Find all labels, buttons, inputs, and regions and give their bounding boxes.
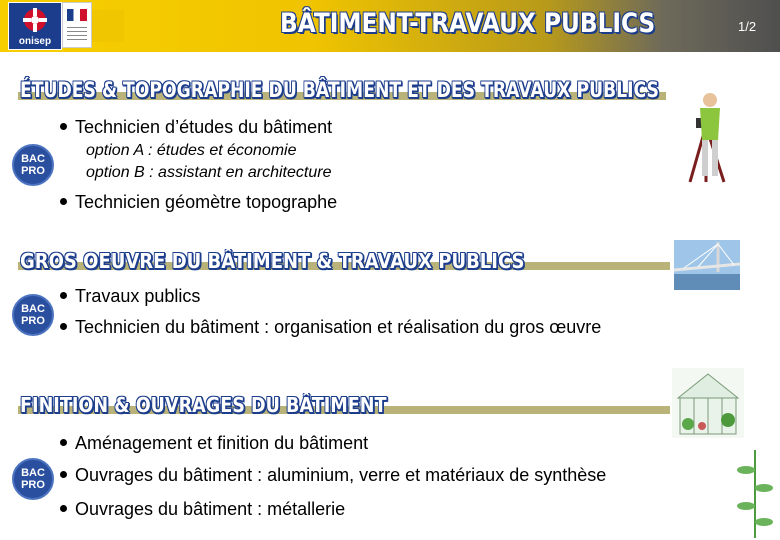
bullet-icon <box>60 323 67 330</box>
plant-illustration <box>732 440 778 538</box>
bullet-icon <box>60 471 67 478</box>
ministry-logo <box>62 2 92 48</box>
greenhouse-illustration <box>672 368 744 438</box>
onisep-logo-icon <box>21 7 49 33</box>
bac-pro-badge: BAC PRO <box>12 294 54 336</box>
page-number: 1/2 <box>738 19 757 34</box>
page-header <box>0 0 780 52</box>
section-title-gros-oeuvre: GROS OEUVRE DU BÂTIMENT & TRAVAUX PUBLICS <box>20 249 525 273</box>
list-item: Ouvrages du bâtiment : métallerie <box>60 499 345 520</box>
bullet-icon <box>60 505 67 512</box>
section-title-finition: FINITION & OUVRAGES DU BÂTIMENT <box>20 393 387 417</box>
bullet-icon <box>60 439 67 446</box>
surveyor-illustration <box>670 88 742 184</box>
list-item: Technicien géomètre topographe <box>60 192 337 213</box>
bullet-icon <box>60 198 67 205</box>
list-subitem: option B : assistant en architecture <box>86 164 332 181</box>
list-item: Travaux publics <box>60 286 200 307</box>
page-title: BÂTIMENT-TRAVAUX PUBLICS <box>280 8 656 39</box>
list-item: Ouvrages du bâtiment : aluminium, verre et matériaux de synthèse <box>60 465 606 486</box>
list-item: Aménagement et finition du bâtiment <box>60 433 368 454</box>
bac-pro-badge: BAC PRO <box>12 144 54 186</box>
onisep-logo <box>8 2 62 50</box>
logo-text: onisep <box>18 36 52 47</box>
bullet-icon <box>60 292 67 299</box>
section-title-etudes: ÉTUDES & TOPOGRAPHIE DU BÂTIMENT ET DES TRAVAUX PUBLICS <box>20 78 659 102</box>
list-subitem: option A : études et économie <box>86 142 297 159</box>
header-accent <box>92 10 124 42</box>
flag-icon <box>67 9 87 21</box>
list-item: Technicien du bâtiment : organisation et réalisation du gros œuvre <box>60 317 601 338</box>
bullet-icon <box>60 123 67 130</box>
bridge-photo <box>674 240 740 290</box>
bac-pro-badge: BAC PRO <box>12 458 54 500</box>
list-item: Technicien d’études du bâtiment <box>60 117 332 138</box>
